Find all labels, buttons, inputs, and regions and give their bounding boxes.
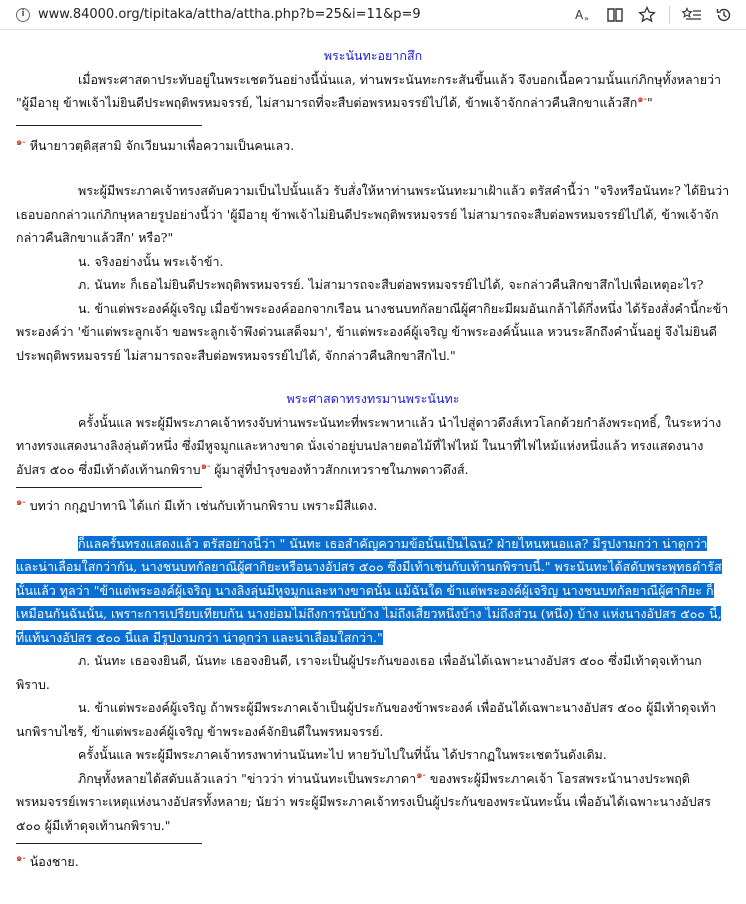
reader-view-icon[interactable] — [599, 1, 631, 29]
paragraph: ครั้งนั้นแล พระผู้มีพระภาคเจ้าทรงจับท่านพระนันทะที่พระพาหาแล้ว นำไปสู่ดาวดึงส์เทวโลกด้วยกำลังพระฤทธิ์, ในระหว่างทางทรงแสดงนางลิงลุ่นตัวหนึ่ง ซึ่งมีหูจมูกและหางขาด นั่งเจ่าอยู่บนปลายตอไม้ที่ไฟไหม้ ในนาที่ไฟไหม้แห่งหนึ่งแล้ว ทรงแสดงนางอัปสร ๕๐๐ ซึ่งมีเท้าดังเท้านกพิราบ$^{๑-}$ ผู้มาสู่ที่บำรุงของท้าวสักกเทวราชในภพดาวดึงส์. — [16, 414, 722, 477]
paragraph: ภ. นันทะ ก็เธอไม่ยินดีประพฤติพรหมจรรย์. ไม่สามารถจะสืบต่อพรหมจรรย์ไปได้, จะกล่าวคืนสิกขาสึกไปเพื่อเหตุอะไร? — [78, 277, 704, 292]
footnote-marker[interactable]: ๑- — [416, 769, 426, 781]
url-text[interactable]: www.84000.org/tipitaka/attha/attha.php?b=25&i=11&p=9 — [38, 7, 421, 22]
footnote-marker[interactable]: ๑- — [200, 460, 211, 472]
paragraph: พระผู้มีพระภาคเจ้าทรงสดับความเป็นไปนั้นแล้ว รับสั่งให้หาท่านพระนันทะมาเฝ้าแล้ว ตรัสคำนี้ว่า "จริงหรือนันทะ? ได้ยินว่า เธอบอกกล่าวแก่ภิกษุหลายรูปอย่างนี้ว่า 'ผู้มีอายุ ข้าพเจ้าไม่ยินดีประพฤติพรหมจรรย์ ไม่สามารถจะสืบต่อพรหมจรรย์ไปได้, ข้าพเจ้าจักกล่าวคืนสิกขาแล้วสึก' หรือ?" — [16, 183, 730, 245]
footnote: $^{๑-}$ น้องชาย. — [16, 852, 79, 869]
paragraph: น. จริงอย่างนั้น พระเจ้าข้า. — [78, 253, 224, 269]
footnote: $^{๑-}$ หีนายาวตฺติสฺสามิ จักเวียนมาเพื่อความเป็นคนเลว. — [16, 136, 295, 153]
toolbar-separator — [669, 6, 670, 24]
section-heading: พระนันทะอยากสึก — [323, 48, 423, 63]
selected-paragraph[interactable] — [16, 532, 730, 650]
footnote: $^{๑-}$ บทว่า กกุฏปาทานิ ได้แก่ มีเท้า เช่นกับเท้านกพิราบ เพราะมีสีแดง. — [16, 496, 378, 513]
paragraph: น. ข้าแต่พระองค์ผู้เจริญ เมื่อข้าพระองค์ออกจากเรือน นางชนบทกัลยาณีผู้ศากิยะมีผมอันเกล้าได้กึ่งหนึ่ง ได้ร้องสั่งคำนี้กะข้าพระองค์ว่า 'ข้าแต่พระลูกเจ้า ขอพระลูกเจ้าพึงด่วนเสด็จมา', ข้าแต่พระองค์ผู้เจริญ ข้าพระองค์นั้นแล หวนระลึกถึงคำนั้นอยู่ จึงไม่ยินดีประพฤติพรหมจรรย์ ไม่สามารถจะสืบต่อพรหมจรรย์ไปได้, จักกล่าวคืนสิกขาสึกไป." — [16, 300, 729, 363]
svg-text:A: A — [575, 7, 584, 22]
footnote-marker: ๑- — [16, 496, 26, 508]
footnote-marker[interactable]: ๑- — [637, 93, 647, 105]
paragraph: ครั้งนั้นแล พระผู้มีพระภาคเจ้าทรงพาท่านนันทะไป หายวับไปในที่นั้น ได้ปรากฏในพระเชตวันดังเดิม. — [78, 747, 607, 762]
favorites-list-icon[interactable] — [676, 1, 708, 29]
history-icon[interactable] — [708, 1, 740, 29]
info-icon[interactable]: i — [16, 8, 30, 22]
paragraph: น. ข้าแต่พระองค์ผู้เจริญ ถ้าพระผู้มีพระภาคเจ้าเป็นผู้ประกันของข้าพระองค์ เพื่ออันได้เฉพาะนางอัปสร ๕๐๐ ผู้มีเท้าดุจเท้านกพิราบไซร้, ข้าแต่พระองค์ผู้เจริญ ข้าพระองค์จักยินดีในพรหมจรรย์. — [16, 700, 717, 739]
paragraph: ภ. นันทะ เธอจงยินดี, นันทะ เธอจงยินดี, เราจะเป็นผู้ประกันของเธอ เพื่ออันได้เฉพาะนางอัปสร ๕๐๐ ซึ่งมีเท้าดุจเท้านกพิราบ. — [16, 653, 702, 692]
browser-address-bar — [0, 0, 746, 30]
article-content — [0, 30, 746, 874]
footnote-marker: ๑- — [16, 852, 26, 864]
toolbar-icons — [567, 1, 740, 29]
paragraph: ภิกษุทั้งหลายได้สดับแล้วแลว่า "ข่าวว่า ท่านนันทะเป็นพระภาดา$^{๑-}$ ของพระผู้มีพระภาคเจ้า โอรสพระน้านางประพฤติพรหมจรรย์เพราะเหตุแห่งนางอัปสรทั้งหลาย; นัยว่า พระผู้มีพระภาคเจ้าทรงเป็นผู้ประกันของพระนันทะนั้น เพื่ออันได้เฉพาะนางอัปสร ๕๐๐ ผู้มีเท้าดุจเท้านกพิราบ." — [16, 769, 711, 833]
favorite-star-icon[interactable] — [631, 1, 663, 29]
text-selection[interactable]: ก็แลครั้นทรงแสดงแล้ว ตรัสอย่างนี้ว่า " นันทะ เธอสำคัญความข้อนั้นเป็นไฉน? ฝ่ายไหนหนอแล? มีรูปงามกว่า น่าดูกว่า และน่าเลื่อมใสกว่ากัน, นางชนบทกัลยาณีผู้ศากิยะหรือนางอัปสร ๕๐๐ ซึ่งมีเท้าเช่นกับเท้านกพิราบนี้." พระนันทะได้สดับพระพุทธดำรัสนั้นแล้ว ทูลว่า "ข้าแต่พระองค์ผู้เจริญ นางลิงลุ่นมีหูจมูกและหางขาดนั้น แม้ฉันใด ข้าแต่พระองค์ผู้เจริญ นางชนบทกัลยาณีผู้ศากิยะ ก็เหมือนกันฉันนั้น, เพราะการเปรียบเทียบกัน นางย่อมไม่ถึงการนับบ้าง ไม่ถึงเสี้ยวหนึ่งบ้าง ไม่ถึงส่วน (หนึ่ง) บ้าง แห่งนางอัปสร ๕๐๐ นี้, ที่แท้นางอัปสร ๕๐๐ นี้แล มีรูปงามกว่า น่าดูกว่า และน่าเลื่อมใสกว่า." — [16, 535, 722, 645]
paragraph: เมื่อพระศาสดาประทับอยู่ในพระเชตวันอย่างนี้นั่นแล, ท่านพระนันทะกระสันขึ้นแล้ว จึงบอกเนื้อความนั้นแก่ภิกษุทั้งหลายว่า "ผู้มีอายุ ข้าพเจ้าไม่ยินดีประพฤติพรหมจรรย์, ไม่สามารถที่จะสืบต่อพรหมจรรย์ไปได้, ข้าพเจ้าจักกล่าวคืนสิกขาแล้วสึก$^{๑-}$" — [16, 71, 722, 110]
svg-text:»: » — [584, 13, 589, 23]
footnote-marker: ๑- — [16, 136, 26, 148]
section-heading: พระศาสดาทรงทรมานพระนันทะ — [286, 391, 460, 406]
read-aloud-icon[interactable] — [567, 1, 599, 29]
